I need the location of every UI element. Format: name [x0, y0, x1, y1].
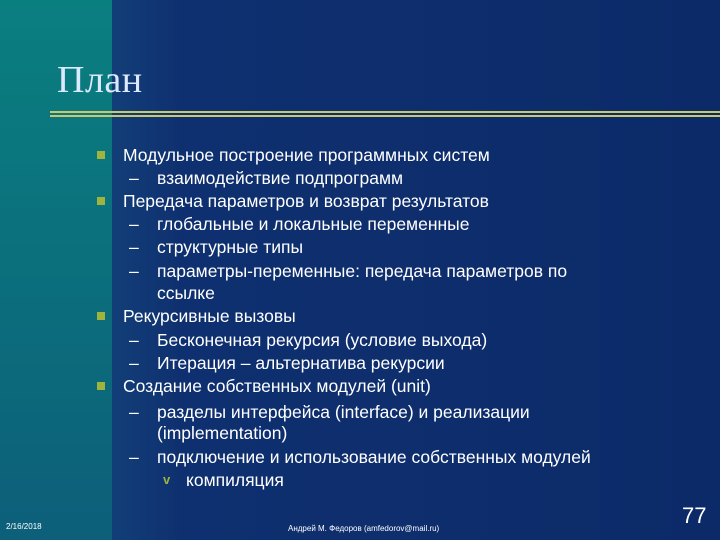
bullet-level2-text: Итерация – альтернатива рекурсии: [157, 353, 445, 373]
square-bullet-icon: [97, 151, 105, 159]
square-bullet-icon: [97, 382, 105, 390]
footer-author: Андрей М. Федоров (amfedorov@mail.ru): [288, 524, 440, 533]
dash-bullet-icon: –: [129, 353, 139, 373]
footer-date: 2/16/2018: [6, 522, 42, 531]
bullet-level1-text: Рекурсивные вызовы: [123, 306, 296, 326]
bullet-level2-text: ссылке: [157, 283, 215, 303]
dash-bullet-icon: –: [129, 447, 139, 467]
dash-bullet-icon: –: [129, 168, 139, 188]
slide-title: План: [57, 59, 143, 101]
bullet-level3-text: компиляция: [186, 470, 284, 490]
bullet-level2-text: структурные типы: [157, 237, 304, 257]
bullet-level2-text: глобальные и локальные переменные: [157, 214, 470, 234]
bullet-level2-text: разделы интерфейса (interface) и реализации: [157, 402, 530, 422]
bullet-level2-text: (implementation): [157, 423, 288, 443]
square-bullet-icon: [97, 312, 105, 320]
bullet-level2-text: подключение и использование собственных модулей: [157, 447, 591, 467]
dash-bullet-icon: –: [129, 330, 139, 350]
dash-bullet-icon: –: [129, 214, 139, 234]
bullet-level2-text: Бесконечная рекурсия (условие выхода): [157, 330, 488, 350]
checkmark-bullet-icon: v: [163, 472, 171, 487]
bullet-level2-text: параметры-переменные: передача параметров по: [157, 261, 568, 281]
page-number: 77: [682, 503, 707, 528]
bullet-level2-text: взаимодействие подпрограмм: [157, 168, 404, 188]
bullet-level1-text: Создание собственных модулей (unit): [123, 376, 431, 396]
dash-bullet-icon: –: [129, 402, 139, 422]
square-bullet-icon: [97, 197, 105, 205]
dash-bullet-icon: –: [129, 261, 139, 281]
bullet-level1-text: Передача параметров и возврат результатов: [123, 191, 489, 211]
dash-bullet-icon: –: [129, 237, 139, 257]
bullet-level1-text: Модульное построение программных систем: [123, 145, 490, 165]
